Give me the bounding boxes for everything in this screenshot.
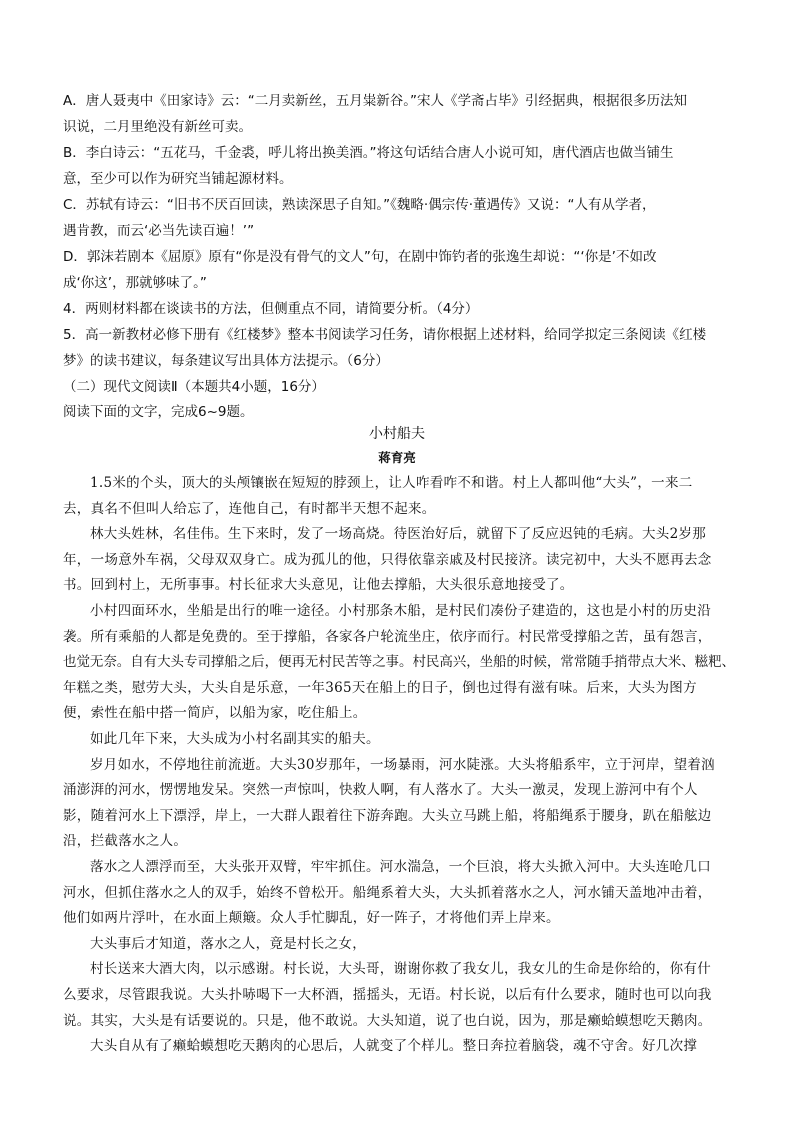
- story-line: 落水之人漂浮而至，大头张开双臂，牢牢抓住。河水湍急，一个巨浪，将大头掀入河中。大头连呛几口: [90, 859, 711, 875]
- story-line: 便，索性在船中搭一简庐，以船为家，吃住船上。: [63, 705, 367, 722]
- story-line: 袭。所有乘船的人都是免费的。至于撑船，各家各户轮流坐庄，依序而行。村民常受撑船之苦，虽有怨言，: [63, 628, 712, 645]
- option-c-line-1: C．苏轼有诗云：“旧书不厌百回读，熟读深思子自知。”《魏略·偶宗传·董遇传》又说：“人有从学者，: [63, 197, 656, 213]
- section-heading: （二）现代文阅读Ⅱ（本题共4小题，16分）: [63, 379, 325, 395]
- story-line: 大头事后才知道，落水之人，竟是村长之女，: [90, 935, 366, 952]
- story-line: 影，随着河水上下漂浮，岸上，一大群人跟着往下游奔跑。大头立马跳上船，将船绳系于腰身，趴在船舷边: [63, 807, 712, 824]
- story-author: 蒋育亮: [378, 450, 416, 465]
- story-line: 小村四面环水，坐船是出行的唯一途径。小村那条木船，是村民们凑份子建造的，这也是小村的历史沿: [90, 603, 711, 619]
- option-d-line-2: 成‘你这’，那就够味了。”: [63, 275, 207, 291]
- story-line: 说。其实，大头是有话要说的。只是，他不敢说。大头知道，说了也白说，因为，那是癞蛤蟆想吃天鹅肉。: [63, 1012, 712, 1029]
- story-line: 1.5米的个头，顶大的头颅镶嵌在短短的脖颈上，让人咋看咋不和谐。村上人都叫他“大头”，一来二: [90, 475, 693, 491]
- story-line: 他们如两片浮叶，在水面上颠簸。众人手忙脚乱，好一阵子，才将他们弄上岸来。: [63, 910, 560, 927]
- story-line: 河水，但抓住落水之人的双手，始终不曾松开。船绳系着大头，大头抓着落水之人，河水铺天盖地冲击着，: [63, 884, 712, 901]
- option-c-line-2: 遇肯教，而云‘必当先读百遍！’”: [63, 223, 255, 239]
- question-5-line-2: 梦》的读书建议，每条建议写出具体方法提示。（6分）: [63, 353, 389, 369]
- story-line: 年糕之类，慰劳大头，大头自是乐意，一年365天在船上的日子，倒也过得有滋有味。后来，大头为图方: [63, 679, 697, 696]
- story-line: 年，一场意外车祸，父母双双身亡。成为孤儿的他，只得依靠亲戚及村民接济。读完初中，大头不愿再去念: [63, 551, 712, 568]
- story-line: 涌澎湃的河水，愣愣地发呆。突然一声惊叫，快救人啊，有人落水了。大头一激灵，发现上游河中有个人: [63, 782, 698, 799]
- story-line: 林大头姓林，名佳伟。生下来时，发了一场高烧。待医治好后，就留下了反应迟钝的毛病。大头2岁那: [90, 526, 707, 543]
- story-line: 岁月如水，不停地往前流逝。大头30岁那年，一场暴雨，河水陡涨。大头将船系牢，立于河岸，望着汹: [90, 756, 715, 773]
- story-line: 村长送来大酒大肉，以示感谢。村长说，大头哥，谢谢你救了我女儿，我女儿的生命是你给的，你有什: [90, 961, 711, 978]
- story-title: 小村船夫: [369, 426, 425, 442]
- question-4: 4．两则材料都在谈读书的方法，但侧重点不同，请简要分析。（4分）: [63, 301, 479, 317]
- story-line: 大头自从有了癞蛤蟆想吃天鹅肉的心思后，人就变了个样儿。整日奔拉着脑袋，魂不守舍。好几次撑: [90, 1038, 698, 1055]
- section-instruction: 阅读下面的文字，完成6~9题。: [63, 404, 254, 420]
- question-5-line-1: 5．高一新教材必修下册有《红楼梦》整本书阅读学习任务，请你根据上述材料，给同学拟定三条阅读《红楼: [63, 327, 707, 343]
- story-line: 沿，拦截落水之人。: [63, 833, 188, 850]
- option-b-line-1: B．李白诗云：“五花马，千金裘，呼儿将出换美酒。”将这句话结合唐人小说可知，唐代酒店也做当铺生: [63, 145, 674, 161]
- option-d-line-1: D．郭沫若剧本《屈原》原有“你是没有骨气的文人”句，在剧中饰钓者的张逸生却说：“‘你是’不如改: [63, 249, 657, 265]
- story-line: 去，真名不但叫人给忘了，连他自己，有时都半天想不起来。: [63, 500, 436, 517]
- option-a-line-1: A．唐人聂夷中《田家诗》云：“二月卖新丝，五月粜新谷。”宋人《学斋占毕》引经据典，根据很多历法知: [63, 93, 687, 109]
- option-a-line-2: 识说，二月里绝没有新丝可卖。: [63, 119, 252, 135]
- option-b-line-2: 意，至少可以作为研究当铺起源材料。: [63, 171, 293, 187]
- story-line: 书。回到村上，无所事事。村长征求大头意见，让他去撑船，大头很乐意地接受了。: [63, 577, 574, 594]
- story-line: 如此几年下来，大头成为小村名副其实的船夫。: [90, 731, 380, 747]
- story-line: 么要求，尽管跟我说。大头扑哧喝下一大杯酒，摇摇头，无语。村长说，以后有什么要求，随时也可以向我: [63, 987, 712, 1003]
- story-line: 也觉无奈。自有大头专司撑船之后，便再无村民苦等之事。村民高兴，坐船的时候，常常随手捎带点大米、糍粑、: [63, 654, 735, 671]
